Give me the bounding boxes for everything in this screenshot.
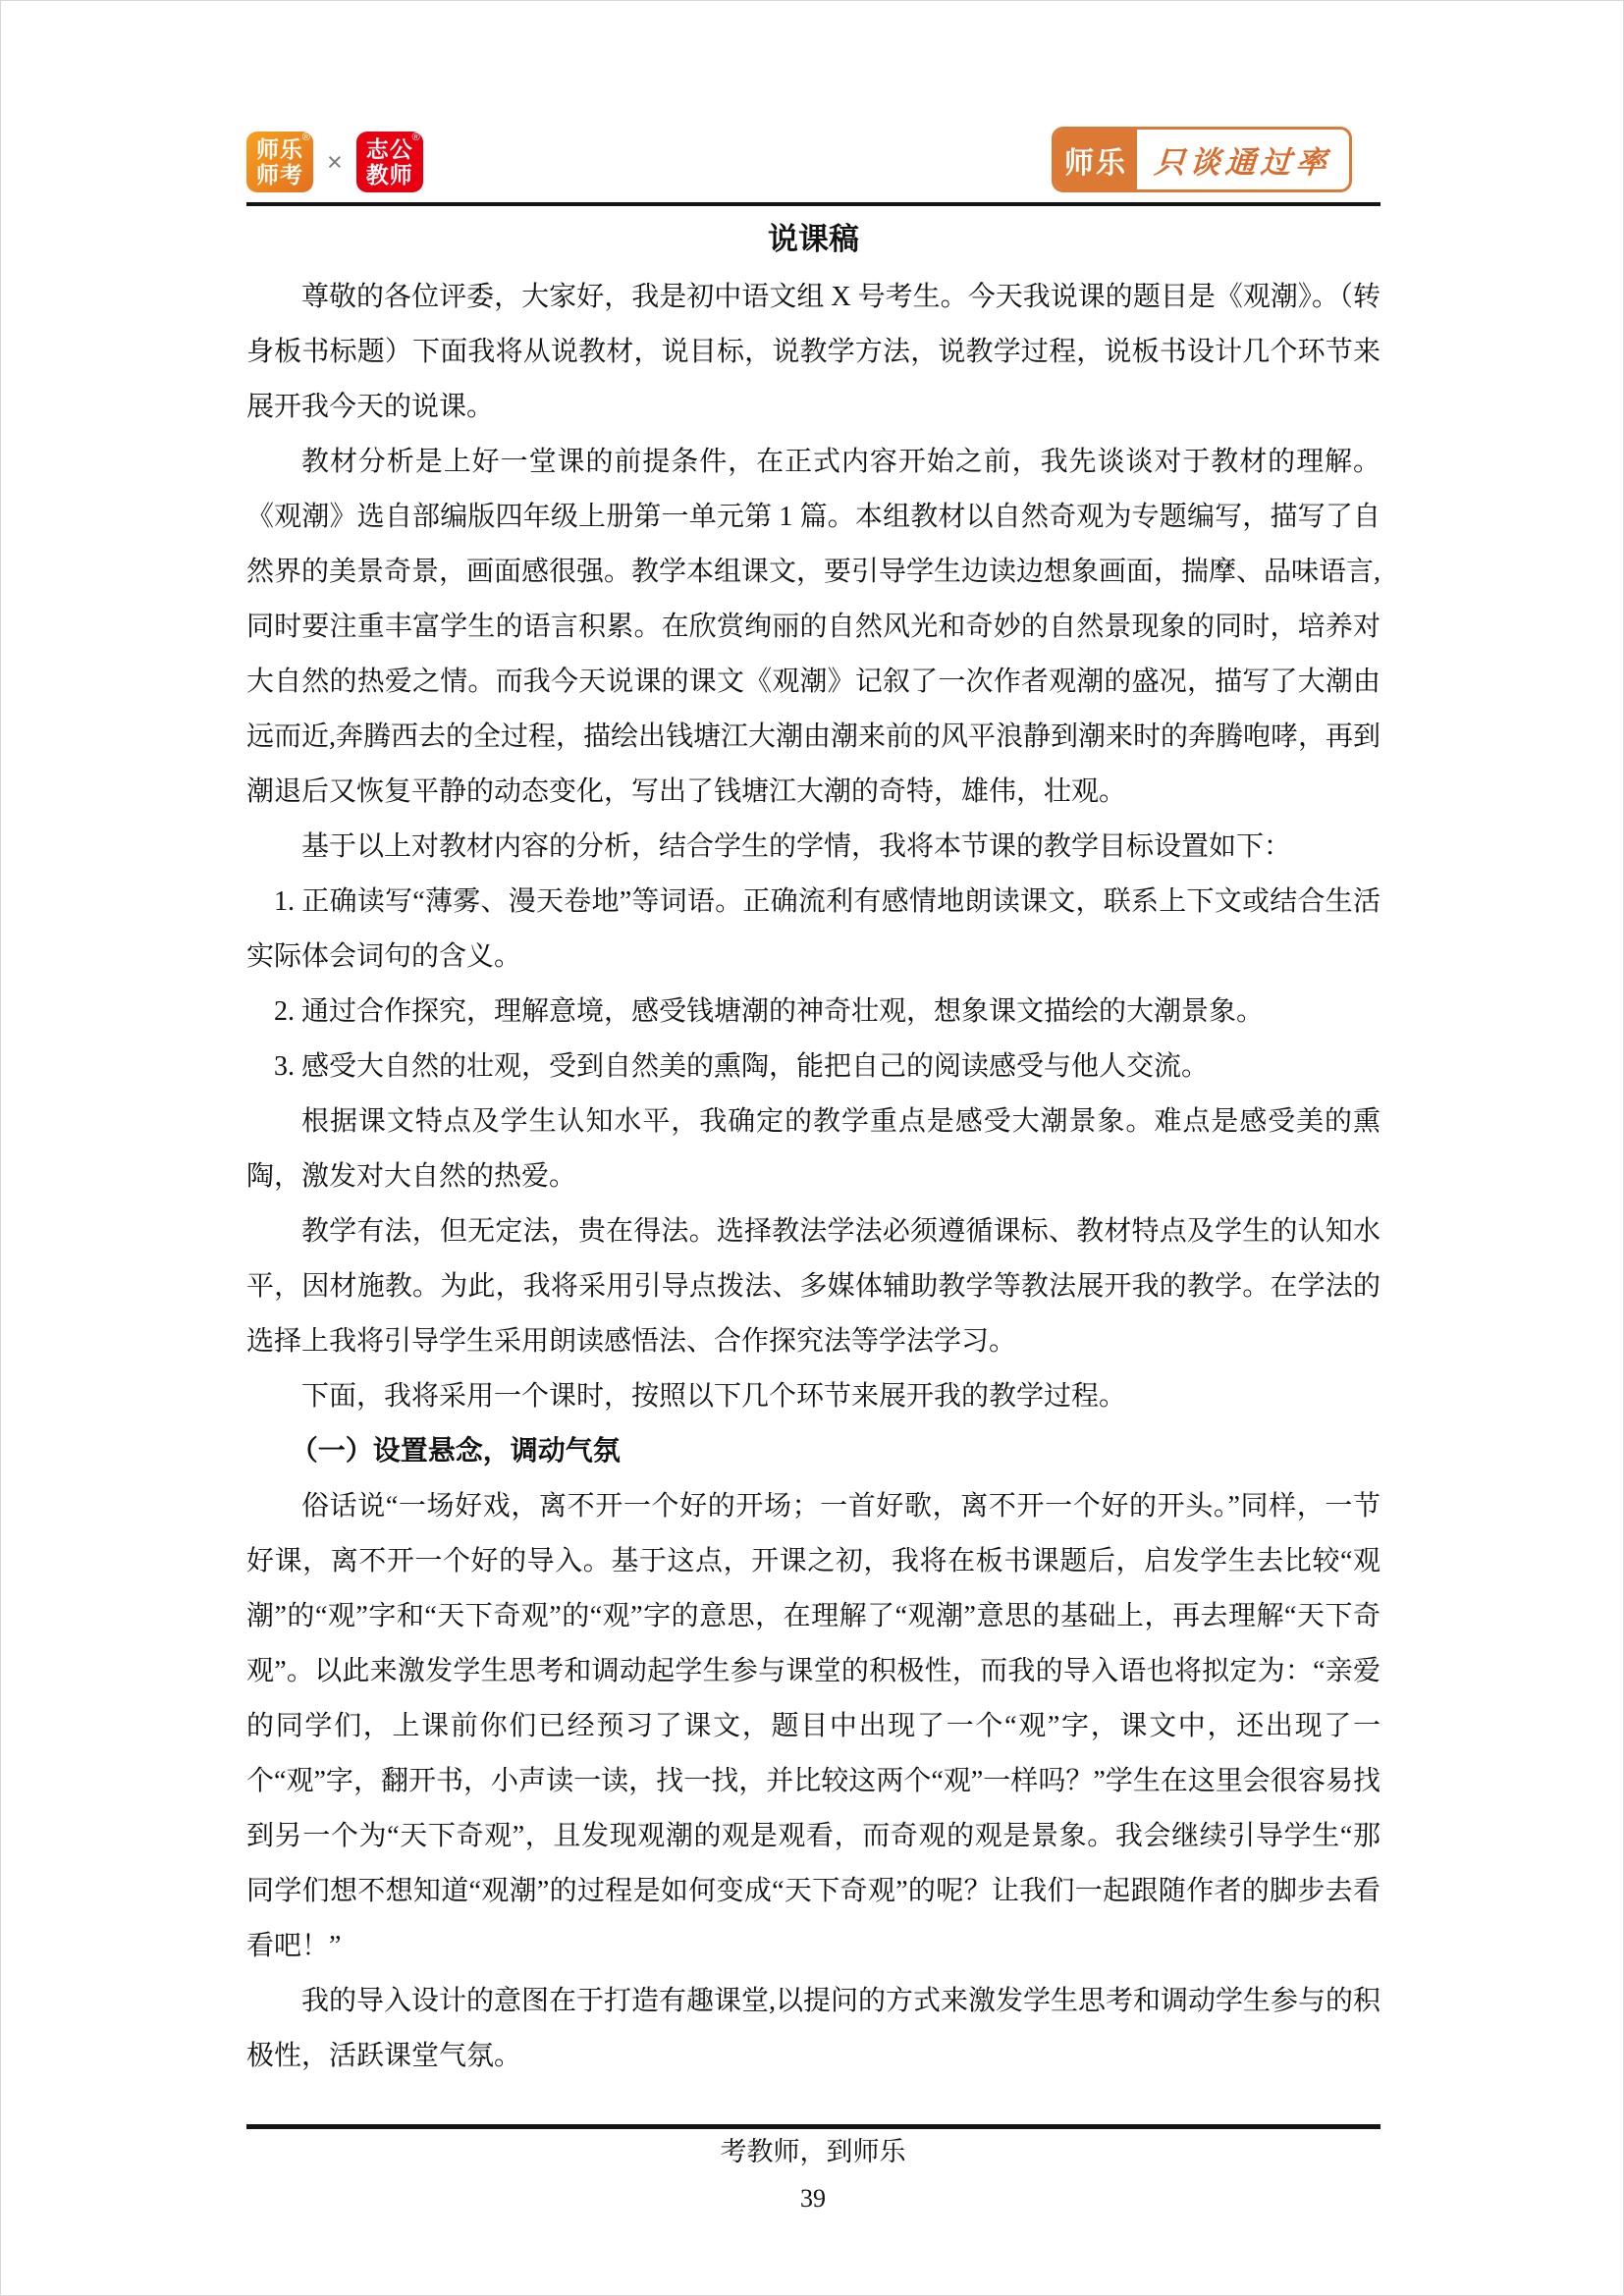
logo-text-line: 师考	[256, 162, 303, 187]
brand-slogan-badge	[1052, 127, 1352, 192]
multiply-separator-icon: ×	[327, 146, 343, 177]
logo-text-line: 教师	[365, 162, 413, 187]
logo-text-line: 志公	[365, 136, 413, 162]
paragraph: 尊敬的各位评委，大家好，我是初中语文组 X 号考生。今天我说课的题目是《观潮》。（转身板书标题）下面我将从说教材，说目标，说教学方法，说教学过程，说板书设计几个环节来展开我今天的说课。	[246, 282, 1380, 422]
registered-trademark-icon: ®	[411, 132, 421, 143]
logo-text-line: 师乐	[256, 136, 303, 162]
paragraph: 下面，我将采用一个课时，按照以下几个环节来展开我的教学过程。	[301, 1381, 1127, 1412]
footer-slogan: 考教师，到师乐	[720, 2137, 906, 2166]
section-heading: （一）设置悬念，调动气氛	[290, 1436, 621, 1467]
paragraph: 教材分析是上好一堂课的前提条件，在正式内容开始之前，我先谈谈对于教材的理解。《观潮》选自部编版四年级上册第一单元第 1 篇。本组教材以自然奇观为专题编写，描写了自然界的美景奇景，画面感很强。教学本组课文，要引导学生边读边想象画面，揣摩、品味语言,同时要注重丰富学生的语言积累。在欣赏绚丽的自然风光和奇妙的自然景现象的同时，培养对大自然的热爱之情。而我今天说课的课文《观潮》记叙了一次作者观潮的盛况，描写了大潮由远而近,奔腾西去的全过程，描绘出钱塘江大潮由潮来前的风平浪静到潮来时的奔腾咆哮，再到潮退后又恢复平静的动态变化，写出了钱塘江大潮的奇特，雄伟，壮观。	[246, 447, 1381, 807]
zhigong-jiaoshi-logo	[356, 132, 423, 192]
shile-shikao-logo	[246, 132, 313, 192]
paragraph: 我的导入设计的意图在于打造有趣课堂,以提问的方式来激发学生思考和调动学生参与的积极性，活跃课堂气氛。	[246, 1986, 1381, 2071]
header-divider	[246, 202, 1380, 206]
header-logos	[246, 132, 423, 192]
footer-divider	[246, 2124, 1380, 2129]
objective-item: 1. 正确读写“薄雾、漫天卷地”等词语。正确流利有感情地朗读课文，联系上下文或结合生活实际体会词句的含义。	[246, 886, 1380, 972]
paragraph: 根据课文特点及学生认知水平，我确定的教学重点是感受大潮景象。难点是感受美的熏陶，激发对大自然的热爱。	[246, 1106, 1380, 1192]
paragraph: 基于以上对教材内容的分析，结合学生的学情，我将本节课的教学目标设置如下：	[301, 831, 1292, 862]
badge-brand: 师乐	[1055, 130, 1137, 189]
badge-slogan: 只谈通过率	[1153, 145, 1333, 180]
registered-trademark-icon: ®	[301, 132, 311, 143]
paragraph: 教学有法，但无定法，贵在得法。选择教法学法必须遵循课标、教材特点及学生的认知水平，因材施教。为此，我将采用引导点拨法、多媒体辅助教学等教法展开我的教学。在学法的选择上我将引导学生采用朗读感悟法、合作探究法等学法学习。	[246, 1216, 1380, 1357]
document-content	[246, 209, 1380, 2084]
page-title: 说课稿	[768, 222, 859, 256]
objective-item: 2. 通过合作探究，理解意境，感受钱塘潮的神奇壮观，想象课文描绘的大潮景象。	[274, 996, 1265, 1027]
paragraph: 俗话说“一场好戏，离不开一个好的开场；一首好歌，离不开一个好的开头。”同样，一节好课，离不开一个好的导入。基于这点，开课之初，我将在板书课题后，启发学生去比较“观潮”的“观”字和“天下奇观”的“观”字的意思，在理解了“观潮”意思的基础上，再去理解“天下奇观”。以此来激发学生思考和调动起学生参与课堂的积极性，而我的导入语也将拟定为：“亲爱的同学们，上课前你们已经预习了课文，题目中出现了一个“观”字，课文中，还出现了一个“观”字，翻开书，小声读一读，找一找，并比较这两个“观”一样吗？”学生在这里会很容易找到另一个为“天下奇观”，且发现观潮的观是观看，而奇观的观是景象。我会继续引导学生“那同学们想不想知道“观潮”的过程是如何变成“天下奇观”的呢？让我们一起跟随作者的脚步去看看吧！”	[246, 1491, 1380, 1961]
page-number: 39	[800, 2184, 826, 2213]
objective-item: 3. 感受大自然的壮观，受到自然美的熏陶，能把自己的阅读感受与他人交流。	[274, 1051, 1210, 1082]
